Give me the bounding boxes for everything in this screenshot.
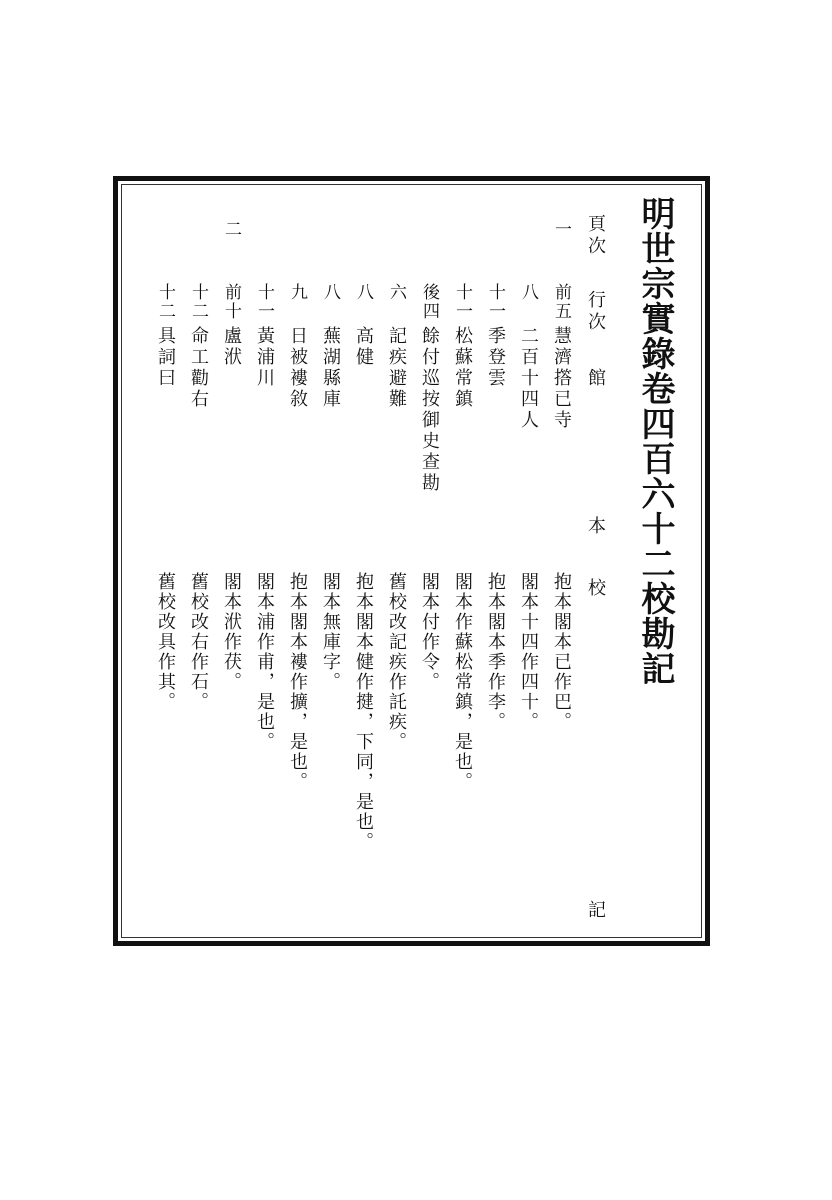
row-original: 命工勸右 <box>188 326 209 410</box>
row-note: 閣本浦作甫，是也。 <box>254 572 275 752</box>
row-note: 閣本洑作茯。 <box>221 572 242 692</box>
row-original: 日被褸敘 <box>287 326 308 410</box>
row-note: 閣本十四作四十。 <box>518 572 539 732</box>
row-original: 餘付巡按御史查勘 <box>419 326 440 494</box>
row-note: 舊校改右作石。 <box>188 572 209 712</box>
row-line: 前十 <box>221 283 241 321</box>
header-note: 校 <box>585 578 606 596</box>
row-line: 六 <box>386 283 406 302</box>
row-original: 記疾避難 <box>386 326 407 410</box>
row-line: 十二 <box>188 283 208 321</box>
row-note: 抱本閣本已作巴。 <box>551 572 572 732</box>
row-line: 十二 <box>155 283 175 321</box>
row-original: 二百十四人 <box>518 326 539 431</box>
row-page: 一 <box>551 220 571 241</box>
row-line: 十一 <box>254 283 274 321</box>
header-original: 館 <box>585 368 606 386</box>
header-page: 頁次 <box>585 214 606 258</box>
row-note: 抱本閣本季作李。 <box>485 572 506 732</box>
row-line: 八 <box>353 283 373 302</box>
row-note: 舊校改記疾作託疾。 <box>386 572 407 752</box>
row-line: 前五 <box>551 283 571 321</box>
row-line: 八 <box>518 283 538 302</box>
row-original: 盧洑 <box>221 326 242 368</box>
row-note: 閣本無庫字。 <box>320 572 341 692</box>
row-original: 蕪湖縣庫 <box>320 326 341 410</box>
row-original: 季登雲 <box>485 326 506 389</box>
row-line: 八 <box>320 283 340 302</box>
row-original: 松蘇常鎮 <box>452 326 473 410</box>
header-version: 本 <box>585 516 606 534</box>
header-note-tail: 記 <box>585 900 606 918</box>
row-page: 二 <box>221 220 241 241</box>
row-line: 九 <box>287 283 307 302</box>
row-note: 抱本閣本健作揵，下同，是也。 <box>353 572 374 852</box>
row-line: 十一 <box>485 283 505 321</box>
header-line: 行次 <box>585 290 606 334</box>
row-original: 黃浦川 <box>254 326 275 389</box>
row-note: 舊校改具作其。 <box>155 572 176 712</box>
row-line: 後四 <box>419 283 439 321</box>
row-note: 閣本作蘇松常鎮，是也。 <box>452 572 473 792</box>
row-note: 抱本閣本褸作擴，是也。 <box>287 572 308 792</box>
row-original: 高健 <box>353 326 374 368</box>
row-note: 閣本付作令。 <box>419 572 440 692</box>
row-line: 十一 <box>452 283 472 321</box>
row-original: 慧濟撘已寺 <box>551 326 572 431</box>
page-title: 明世宗實錄卷四百六十二校勘記 <box>635 196 675 686</box>
row-original: 具詞曰 <box>155 326 176 389</box>
